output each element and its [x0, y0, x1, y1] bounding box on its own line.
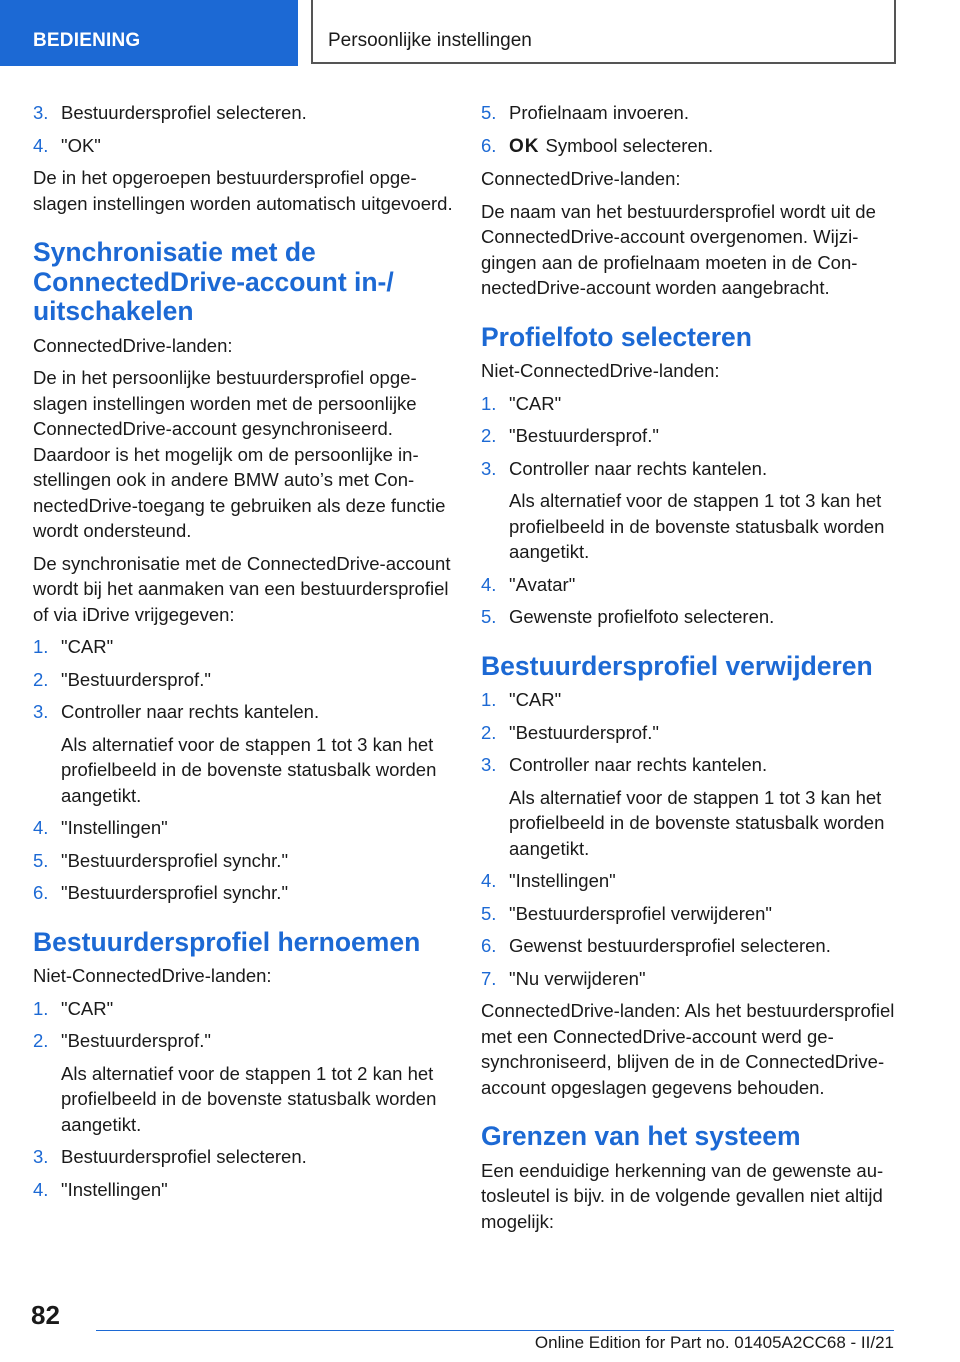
list-item: [33, 996, 453, 1022]
step-number: 7.: [481, 967, 497, 989]
list-item: [481, 391, 899, 417]
step-number: 2.: [33, 1030, 49, 1051]
list-item: [481, 100, 899, 126]
paragraph: ConnectedDrive-landen: Als het bestuurdersprofiel met een ConnectedDrive-account werd gesynchroniseerd, blijven de in de ConnectedDrive-account opgeslagen gegevens behouden.: [481, 1000, 895, 1098]
paragraph: Een eenduidige herkenning van de gewenste autosleutel is bijv. in de volgende gevallen niet altijd mogelijk:: [481, 1159, 884, 1232]
step-number: 5.: [481, 606, 497, 627]
step-number: 1.: [33, 997, 49, 1019]
step-text: Controller naar rechts kantelen.: [61, 701, 320, 722]
step-text: "Bestuurdersprof.": [61, 668, 211, 690]
delete-step-list: [481, 687, 899, 991]
step-number: 5.: [481, 102, 497, 123]
step-text: "Bestuurdersprof.": [61, 1030, 211, 1051]
ok-icon: OK: [509, 135, 540, 157]
intro-step-list: [33, 100, 453, 158]
list-item: [33, 133, 453, 159]
step-text: "Bestuurdersprofiel verwijderen": [509, 902, 773, 924]
list-item: [33, 880, 453, 906]
list-item: [33, 1177, 453, 1203]
step-number: 1.: [481, 689, 497, 710]
list-item: [481, 901, 899, 927]
step-text: "OK": [61, 134, 101, 156]
rename-step-list-continued: [481, 100, 899, 159]
list-item: [481, 752, 899, 861]
step-text: "Instellingen": [61, 1178, 168, 1200]
step-note: Als alternatief voor de stappen 1 tot 3 kan het profielbeeld in de bovenste statusbalk worden aangetikt.: [509, 786, 885, 859]
paragraph: Niet-ConnectedDrive-landen:: [481, 360, 720, 381]
list-item: [481, 604, 899, 630]
list-item: [481, 933, 899, 959]
step-text: "Bestuurdersprof.": [509, 721, 659, 743]
section-heading-sync: Synchronisatie met de ConnectedDrive-account in-/ uitschakelen: [33, 237, 394, 326]
section-heading-delete: Bestuurdersprofiel verwijderen: [481, 650, 873, 681]
step-number: 4.: [33, 1178, 49, 1200]
section-heading-limits: Grenzen van het systeem: [481, 1121, 801, 1151]
list-item: [481, 456, 899, 565]
list-item: [481, 868, 899, 894]
step-text: Gewenste profielfoto selecteren.: [509, 606, 775, 627]
sync-step-list: [33, 634, 453, 906]
list-item: [481, 687, 899, 713]
page-header: [0, 0, 960, 66]
step-number: 1.: [33, 636, 49, 657]
step-number: 4.: [33, 817, 49, 838]
step-number: 1.: [481, 392, 497, 414]
step-number: 3.: [481, 754, 497, 775]
step-text: "Bestuurdersprofiel synchr.": [61, 849, 289, 871]
step-number: 6.: [33, 882, 49, 903]
step-text: "CAR": [61, 997, 114, 1019]
section-heading-rename: Bestuurdersprofiel hernoemen: [33, 926, 421, 957]
step-note: Als alternatief voor de stappen 1 tot 3 kan het profielbeeld in de bovenste statusbalk worden aangetikt.: [509, 490, 885, 562]
step-number: 3.: [33, 1146, 49, 1167]
page-number: 82: [31, 1300, 60, 1330]
step-number: 2.: [481, 425, 497, 446]
chapter-title: Persoonlijke instellingen: [311, 0, 896, 64]
list-item: [33, 1144, 453, 1170]
step-number: 6.: [481, 935, 497, 956]
footer-edition: Online Edition for Part no. 01405A2CC68 - II/21: [534, 1333, 894, 1352]
section-heading-photo: Profielfoto selecteren: [481, 321, 752, 352]
step-number: 5.: [481, 902, 497, 924]
step-number: 5.: [33, 849, 49, 871]
step-text: Gewenst bestuurdersprofiel selecteren.: [509, 935, 831, 956]
footer-divider: [96, 1330, 894, 1331]
step-text: "Avatar": [509, 573, 576, 595]
list-item: [33, 634, 453, 660]
list-item: [33, 1028, 453, 1137]
list-item: [481, 966, 899, 992]
list-item: [481, 423, 899, 449]
left-column: [33, 100, 453, 1209]
step-number: 4.: [481, 573, 497, 595]
step-number: 2.: [33, 668, 49, 690]
list-item: [33, 699, 453, 808]
step-number: 6.: [481, 134, 497, 156]
step-note: Als alternatief voor de stappen 1 tot 3 kan het profielbeeld in de bovenste statusbalk worden aangetikt.: [61, 733, 437, 806]
step-text: "CAR": [61, 636, 114, 657]
paragraph: De naam van het bestuurdersprofiel wordt uit de ConnectedDrive-account overgenomen. Wijzigingen aan de profielnaam moeten in de ConnectedDrive-account worden aangebracht.: [481, 200, 876, 298]
step-number: 4.: [481, 870, 497, 891]
paragraph: ConnectedDrive-landen:: [33, 334, 233, 356]
step-text: "Nu verwijderen": [509, 967, 646, 989]
step-text: Bestuurdersprofiel selecteren.: [61, 1146, 307, 1167]
photo-step-list: [481, 391, 899, 630]
step-text: "CAR": [509, 392, 562, 414]
step-text: "CAR": [509, 689, 562, 710]
list-item: [33, 815, 453, 841]
paragraph: ConnectedDrive-landen:: [481, 168, 681, 189]
step-text: "Bestuurdersprof.": [509, 425, 659, 446]
step-text: Controller naar rechts kantelen.: [509, 754, 768, 775]
paragraph: De in het opgeroepen bestuurdersprofiel opgeslagen instellingen worden automatisch uitgevoerd.: [33, 167, 453, 214]
paragraph: De synchronisatie met de ConnectedDrive-account wordt bij het aanmaken van een bestuurdersprofiel of via iDrive vrijgegeven:: [33, 552, 451, 625]
step-note: Als alternatief voor de stappen 1 tot 2 kan het profielbeeld in de bovenste statusbalk worden aangetikt.: [61, 1062, 437, 1135]
step-number: 2.: [481, 721, 497, 743]
paragraph: Niet-ConnectedDrive-landen:: [33, 965, 272, 986]
list-item: [481, 720, 899, 746]
step-number: 4.: [33, 134, 49, 156]
rename-step-list: [33, 996, 453, 1203]
list-item: [33, 848, 453, 874]
right-column: [481, 100, 899, 1241]
step-text: "Instellingen": [61, 817, 168, 838]
list-item: [33, 667, 453, 693]
paragraph: De in het persoonlijke bestuurdersprofiel opgeslagen instellingen worden met de persoonlijke ConnectedDrive-account gesynchroniseerd. Daardoor is het mogelijk om de persoonlijke instellingen ook in andere BMW auto’s met ConnectedDrive-toegang te gebruiken als deze functie wordt ondersteund.: [33, 367, 446, 541]
step-text: Controller naar rechts kantelen.: [509, 457, 768, 479]
step-number: 3.: [33, 701, 49, 722]
step-number: 3.: [481, 457, 497, 479]
list-item: [481, 133, 899, 160]
section-tab: BEDIENING: [0, 0, 298, 66]
step-text: "Bestuurdersprofiel synchr.": [61, 882, 289, 903]
step-text: Symbool selecteren.: [545, 134, 714, 156]
step-number: 3.: [33, 102, 49, 123]
step-text: Bestuurdersprofiel selecteren.: [61, 102, 307, 123]
step-text: "Instellingen": [509, 870, 616, 891]
list-item: [481, 572, 899, 598]
list-item: [33, 100, 453, 126]
step-text: Profielnaam invoeren.: [509, 102, 689, 123]
